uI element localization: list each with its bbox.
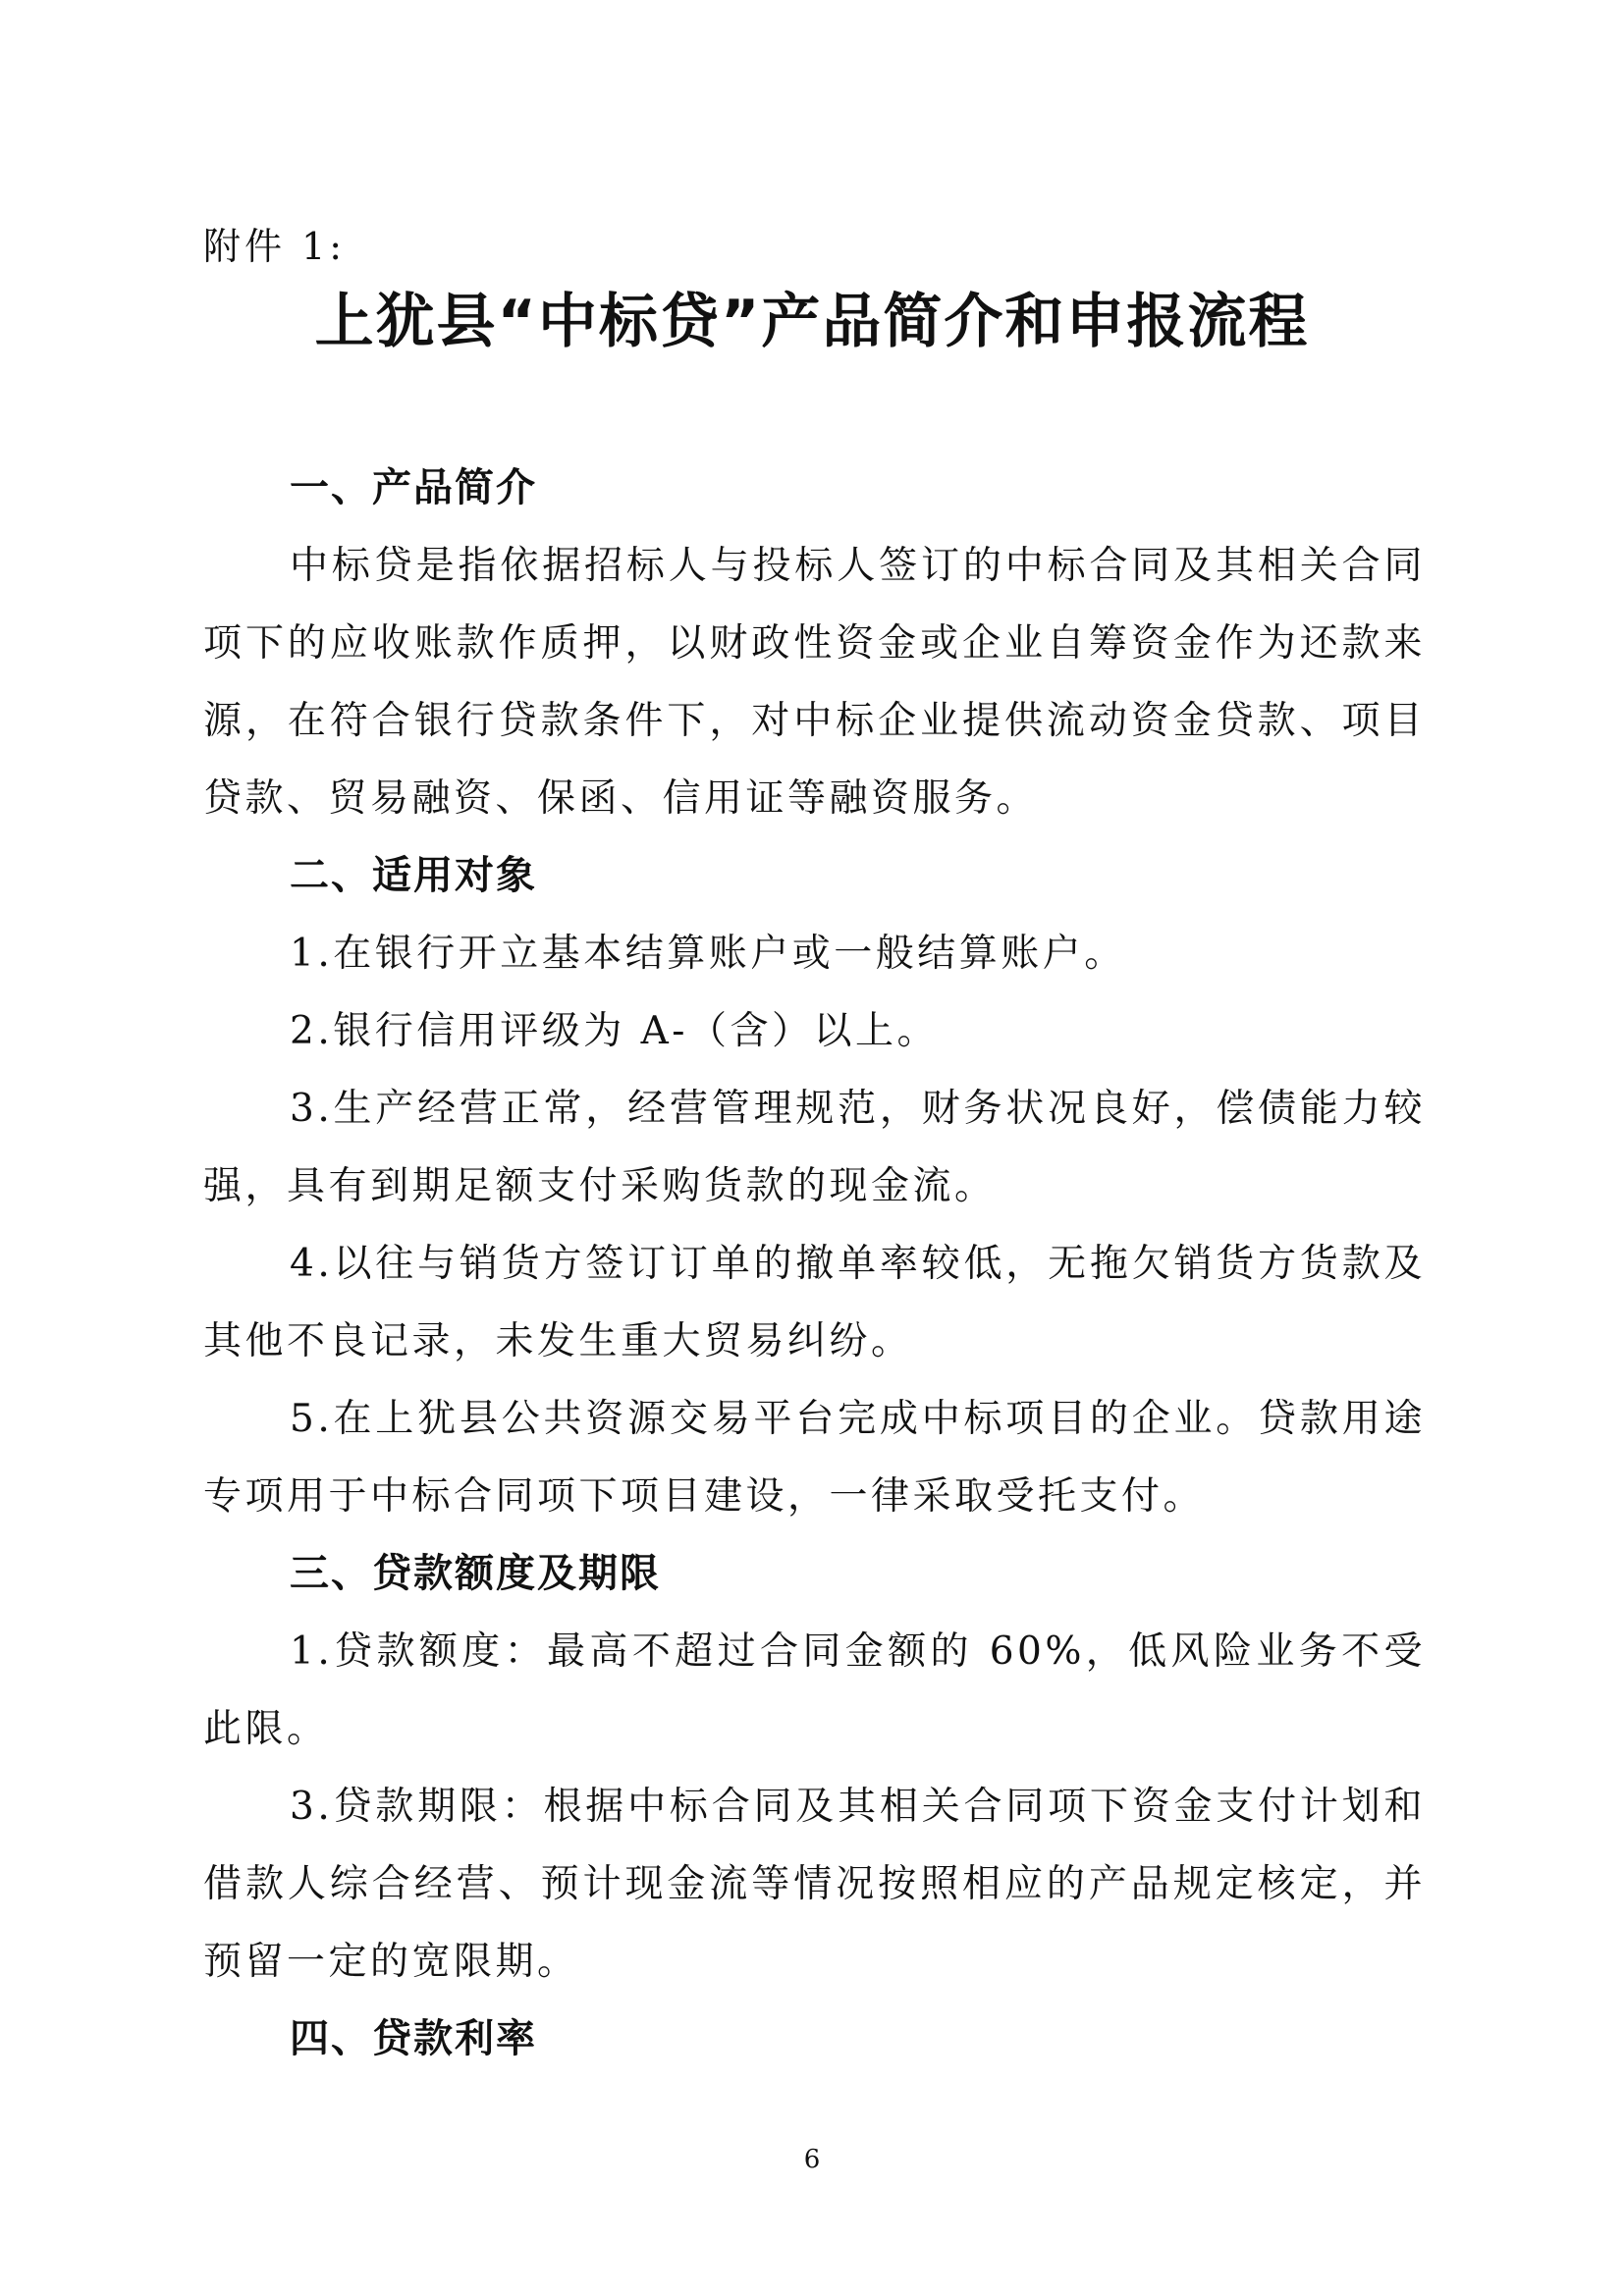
paragraph-eligibility-1: 1.在银行开立基本结算账户或一般结算账户。 <box>290 932 1126 976</box>
document-title: 上犹县“中标贷”产品简介和申报流程 <box>314 288 1310 356</box>
paragraph-loan-term: 3.贷款期限：根据中标合同及其相关合同项下资金支付计划和借款人综合经营、预计现金流等情况按照相应的产品规定核定，并预留一定的宽限期。 <box>203 1785 1426 1984</box>
section-heading-loan-amount-term: 三、贷款额度及期限 <box>290 1551 661 1596</box>
section-heading-eligible-applicants: 二、适用对象 <box>290 853 537 898</box>
attachment-label: 附件 1: <box>203 225 347 268</box>
section-heading-product-intro: 一、产品简介 <box>290 465 537 510</box>
document-body <box>203 450 1426 2078</box>
page-number: 6 <box>803 2145 821 2174</box>
paragraph-eligibility-5: 5.在上犹县公共资源交易平台完成中标项目的企业。贷款用途专项用于中标合同项下项目建设，一律采取受托支付。 <box>203 1397 1426 1519</box>
paragraph-eligibility-3: 3.生产经营正常，经营管理规范，财务状况良好，偿债能力较强，具有到期足额支付采购货款的现金流。 <box>203 1087 1426 1208</box>
section-heading-loan-interest-rate: 四、贷款利率 <box>290 2016 537 2061</box>
paragraph-eligibility-4: 4.以往与销货方签订订单的撤单率较低，无拖欠销货方货款及其他不良记录，未发生重大贸易纠纷。 <box>203 1242 1426 1363</box>
paragraph-eligibility-2: 2.银行信用评级为 A-（含）以上。 <box>290 1009 939 1053</box>
paragraph-product-intro: 中标贷是指依据招标人与投标人签订的中标合同及其相关合同项下的应收账款作质押，以财政性资金或企业自筹资金作为还款来源，在符合银行贷款条件下，对中标企业提供流动资金贷款、项目贷款、贸易融资、保函、信用证等融资服务。 <box>203 544 1426 821</box>
paragraph-loan-amount: 1.贷款额度：最高不超过合同金额的 60%，低风险业务不受此限。 <box>203 1629 1426 1751</box>
